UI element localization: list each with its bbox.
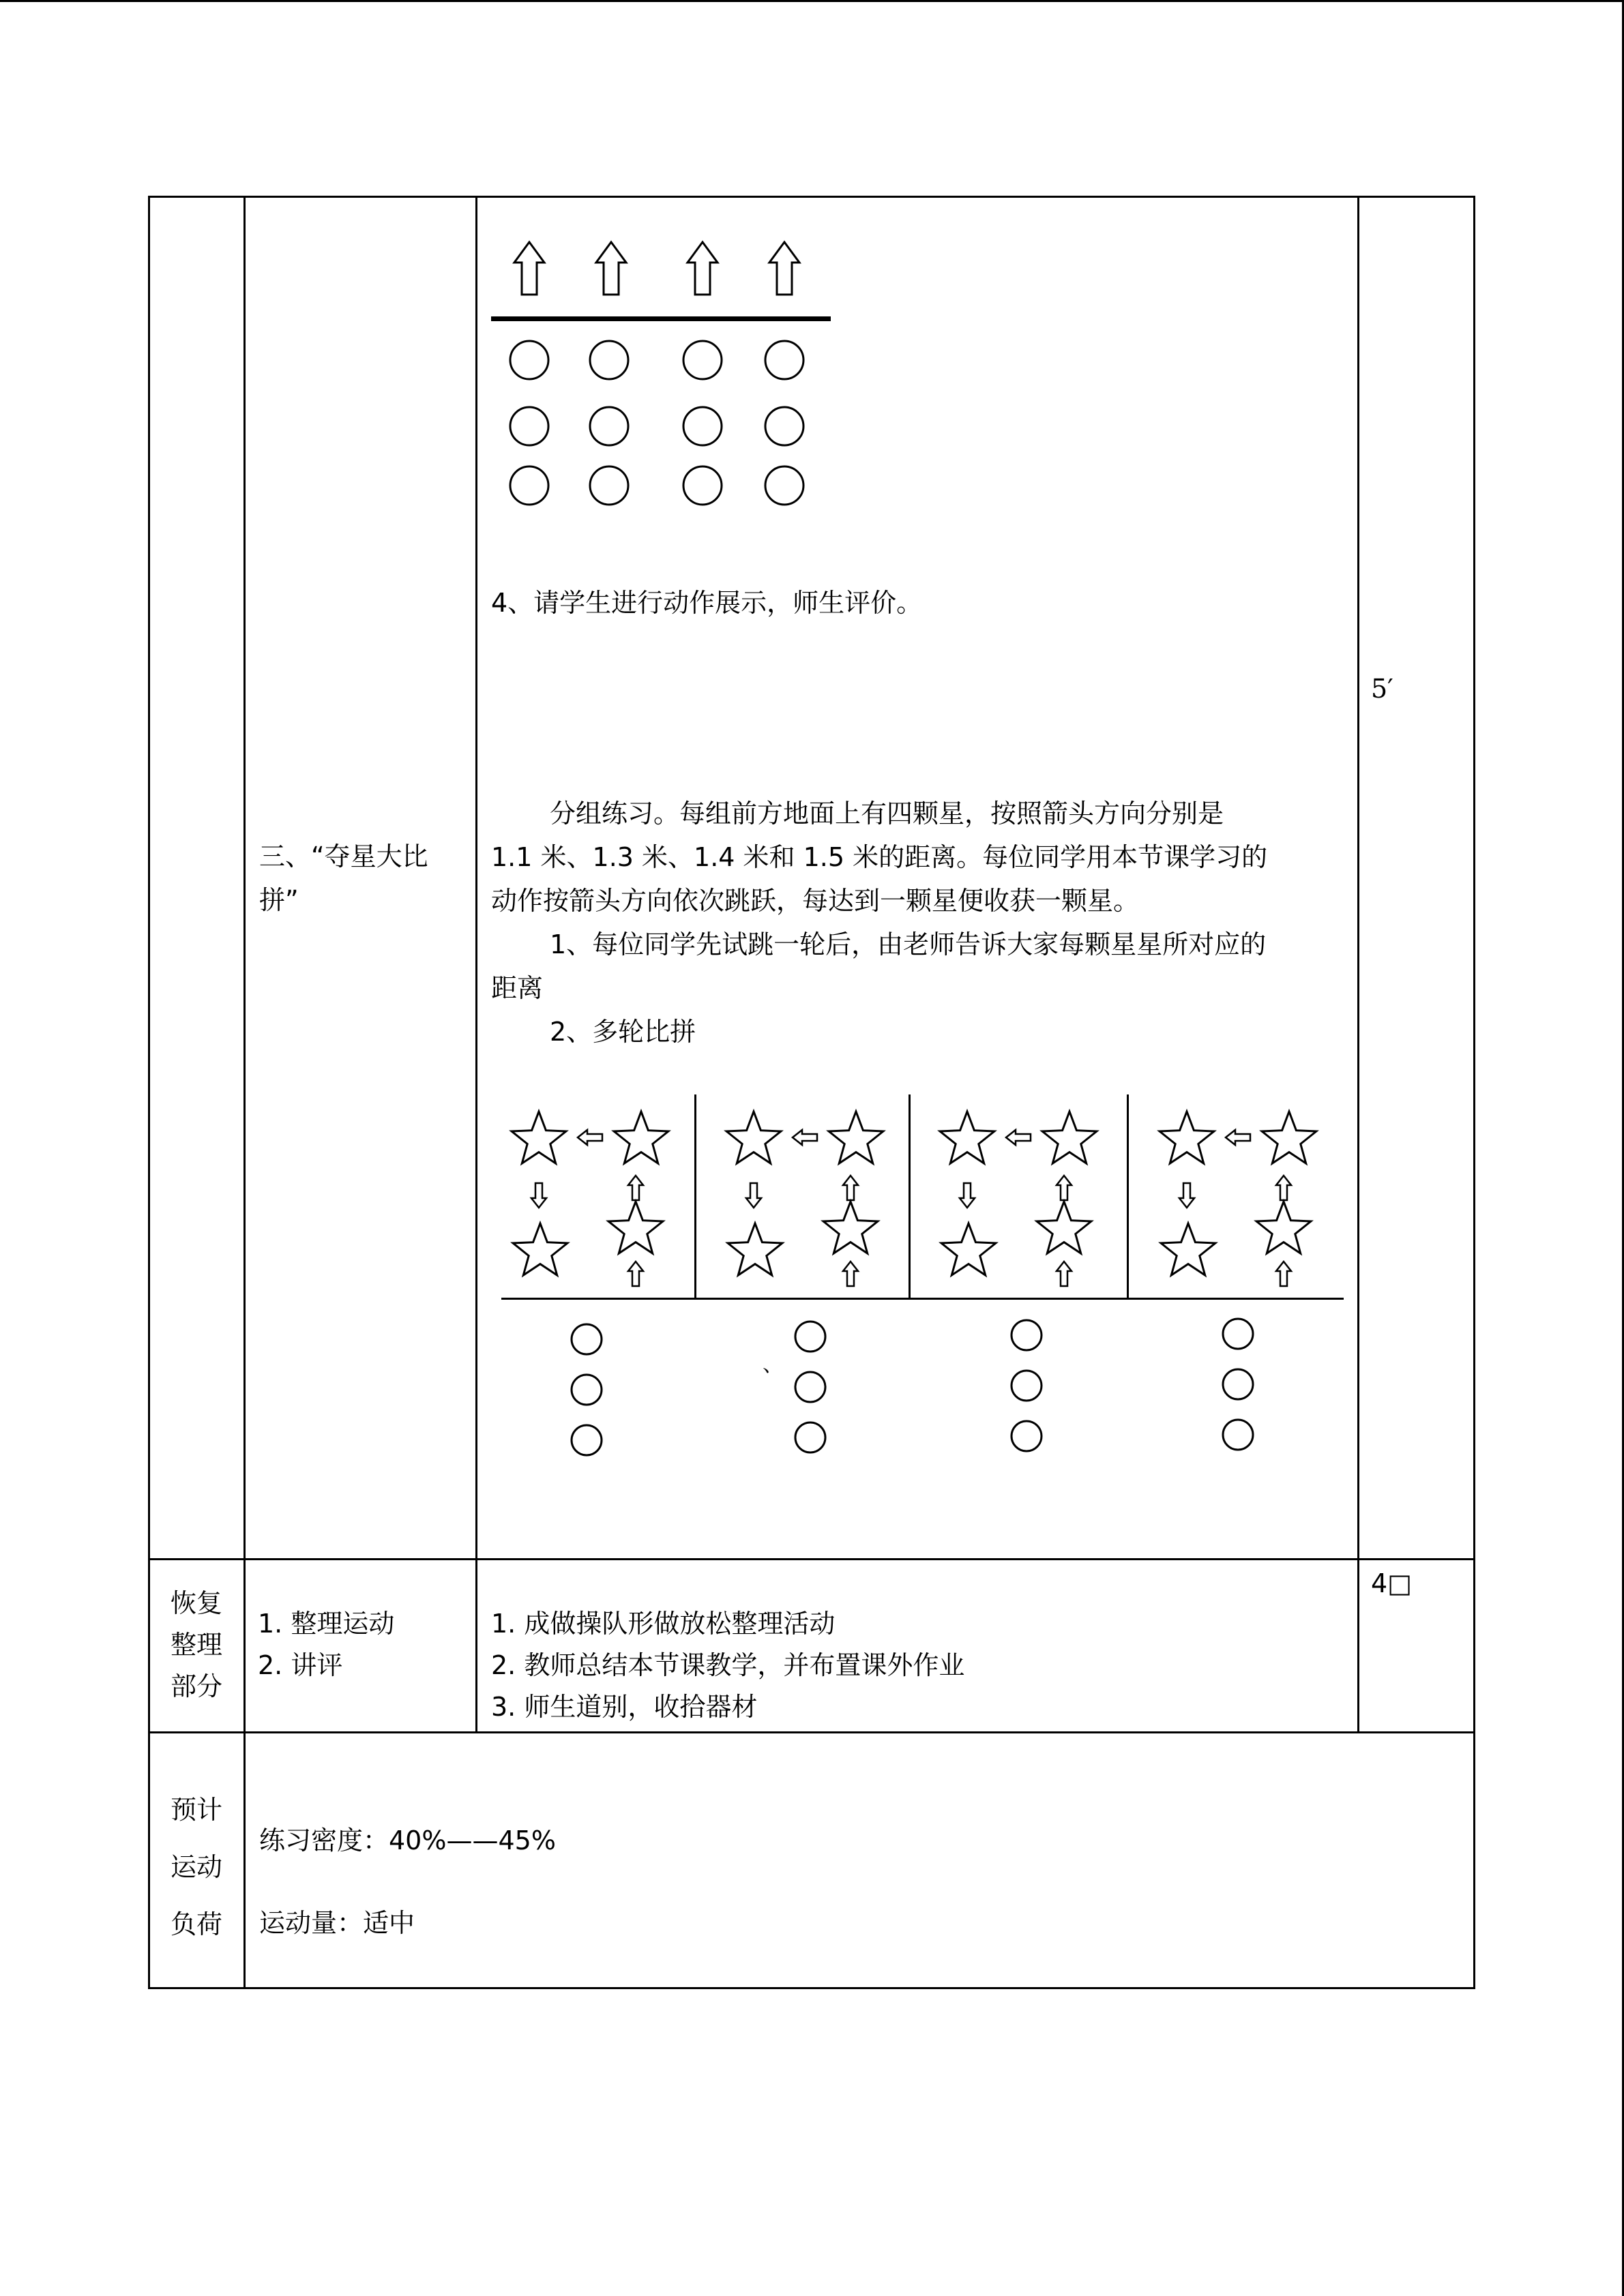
arrow-down-icon [531,1183,546,1208]
student-circle [795,1372,825,1402]
student-circle [795,1322,825,1352]
arrow-up-icon [1057,1176,1072,1200]
star-icon [728,1223,782,1275]
star-icon [829,1112,883,1163]
load-label-3: 负荷 [171,1909,223,1939]
activity-title-line2: 拼” [259,885,299,915]
recovery-method-line2: 2. 教师总结本节课教学，并布置课外作业 [491,1650,965,1680]
arrow-up-icon [1276,1176,1291,1200]
load-amount: 运动量：适中 [259,1908,415,1938]
star-icon [1256,1202,1311,1253]
star-icon [608,1202,663,1253]
student-circle [510,341,548,379]
star-icon [1161,1223,1215,1275]
student-circle [1012,1421,1042,1451]
student-circle [683,407,722,445]
arrow-left-icon [1006,1130,1031,1145]
group-divider [694,1094,696,1299]
student-circle [590,466,628,505]
page-top-border [0,0,1624,2]
arrow-up-icon [1276,1262,1291,1286]
activity-description-line6: 2、多轮比拼 [550,1017,696,1047]
star-icon [513,1223,567,1275]
student-circle [1012,1320,1042,1350]
activity-description-line5: 距离 [491,973,544,1003]
recovery-content-line2: 2. 讲评 [258,1650,343,1680]
student-circle [572,1324,602,1354]
student-circle [765,407,803,445]
star-icon [1160,1112,1214,1163]
formation-diagram-lines [477,225,859,525]
student-circle [683,341,722,379]
group-divider [909,1094,911,1299]
arrow-up-icon [843,1262,858,1286]
star-icon [941,1223,996,1275]
recovery-method-line3: 3. 师生道别，收拾器材 [491,1692,758,1722]
table-row-divider [148,1558,1475,1560]
stray-mark: 、 [763,1353,783,1377]
baseline [501,1298,1344,1300]
student-circle [590,341,628,379]
arrow-up-icon [628,1262,643,1286]
arrow-down-icon [960,1183,975,1208]
star-diagram [477,1084,1357,1466]
activity-description-line3: 动作按箭头方向依次跳跃，每达到一颗星便收获一颗星。 [491,886,1140,916]
arrow-up-icon [628,1176,643,1200]
star-icon [726,1112,781,1163]
arrow-left-icon [793,1130,817,1145]
student-circle [683,466,722,505]
student-circle [795,1422,825,1452]
student-circle [1223,1369,1253,1399]
star-icon [940,1112,994,1163]
up-arrow-icon [514,242,544,295]
up-arrow-icon [769,242,799,295]
arrow-down-icon [746,1183,761,1208]
recovery-section-label-2: 整理 [171,1630,223,1660]
activity-title-line1: 三、“夺星大比 [259,841,428,871]
star-icon [1042,1112,1097,1163]
star-icon [1262,1112,1316,1163]
star-icon [512,1112,566,1163]
student-circle [1012,1371,1042,1401]
activity-description-line4: 1、每位同学先试跳一轮后，由老师告诉大家每颗星星所对应的 [550,929,1267,959]
student-circle [765,466,803,505]
activity-time: 5′ [1371,674,1393,704]
student-circle [590,407,628,445]
student-circle [765,341,803,379]
arrow-up-icon [1057,1262,1072,1286]
arrow-left-icon [1226,1130,1250,1145]
recovery-time: 4□ [1371,1568,1413,1598]
start-line [491,316,831,321]
up-arrow-icon [596,242,626,295]
table-column-divider [1357,196,1359,1733]
student-circle [1223,1420,1253,1450]
student-circle [572,1425,602,1455]
table-column-divider [243,196,246,1989]
recovery-method-line1: 1. 成做操队形做放松整理活动 [491,1609,836,1639]
star-icon [614,1112,668,1163]
arrow-down-icon [1179,1183,1194,1208]
student-circle [572,1375,602,1405]
recovery-section-label-1: 恢复 [171,1588,223,1618]
load-density: 练习密度：40%——45% [259,1825,556,1855]
activity-step-4: 4、请学生进行动作展示，师生评价。 [491,588,923,618]
star-icon [823,1202,878,1253]
load-label-1: 预计 [171,1795,223,1825]
star-icon [1037,1202,1091,1253]
recovery-section-label-3: 部分 [171,1671,223,1701]
table-border-bottom [148,1987,1475,1989]
student-circle [510,466,548,505]
arrow-left-icon [578,1130,602,1145]
activity-description-line1: 分组练习。每组前方地面上有四颗星，按照箭头方向分别是 [550,799,1224,829]
student-circle [510,407,548,445]
table-border-top [148,196,1475,198]
recovery-content-line1: 1. 整理运动 [258,1609,395,1639]
table-border-left [148,196,150,1989]
load-label-2: 运动 [171,1852,223,1882]
activity-description-line2: 1.1 米、1.3 米、1.4 米和 1.5 米的距离。每位同学用本节课学习的 [491,842,1268,872]
student-circle [1223,1319,1253,1349]
table-border-right [1473,196,1475,1989]
group-divider [1127,1094,1129,1299]
table-row-divider [148,1731,1475,1733]
up-arrow-icon [688,242,718,295]
arrow-up-icon [843,1176,858,1200]
